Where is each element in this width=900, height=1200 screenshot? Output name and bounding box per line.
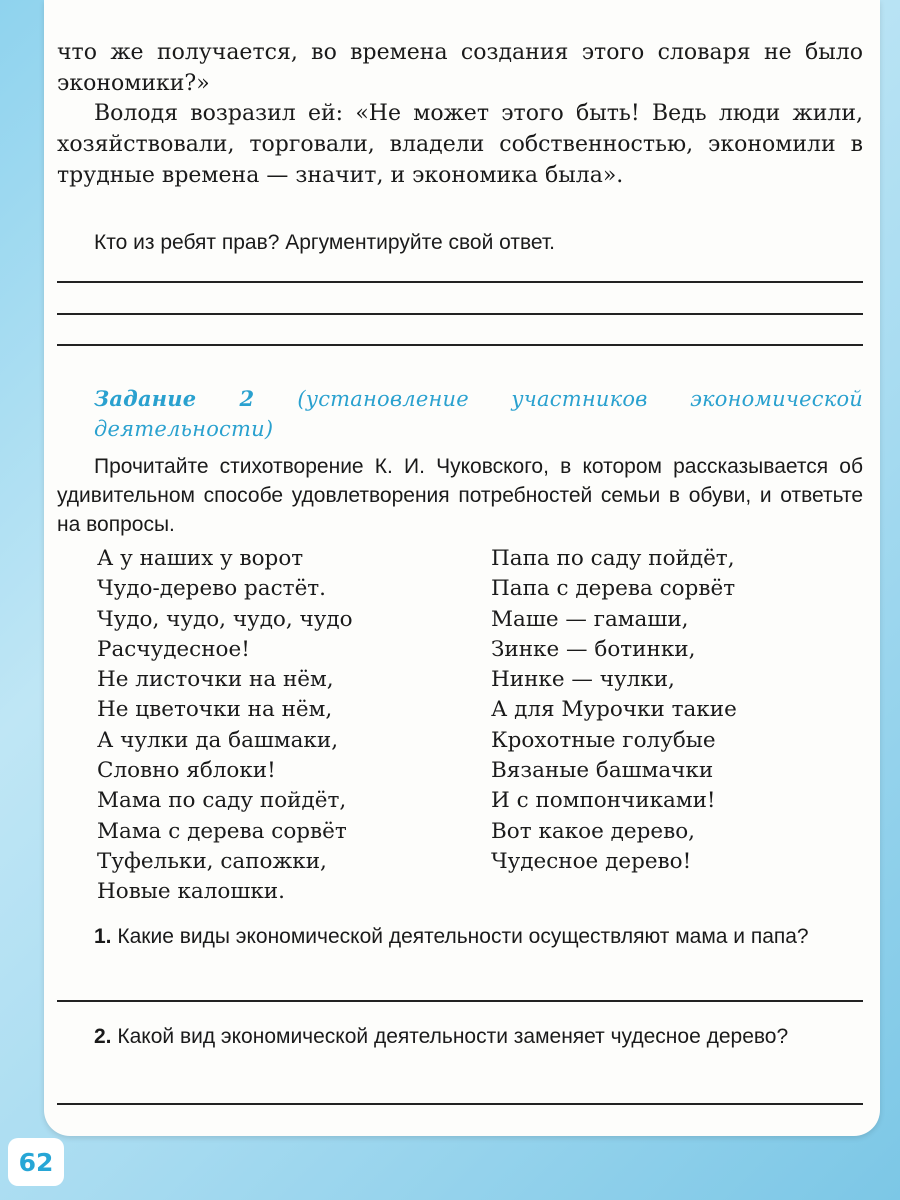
- poem-line: Мама с дерева сорвёт: [97, 818, 347, 844]
- answer-line[interactable]: [57, 344, 863, 346]
- page-number-badge: 62: [8, 1138, 64, 1186]
- question-1: [57, 922, 863, 951]
- poem-line: А для Мурочки такие: [491, 697, 737, 723]
- poem-right-column: [491, 544, 737, 877]
- poem-line: Словно яблоки!: [97, 758, 276, 784]
- poem-line: Расчудесное!: [97, 636, 250, 662]
- answer-line[interactable]: [57, 281, 863, 283]
- poem-line: А у наших у ворот: [97, 546, 304, 571]
- task2-heading: [94, 384, 863, 444]
- poem-line: Туфельки, сапожки,: [97, 848, 327, 874]
- poem-line: Чудо, чудо, чудо, чудо: [97, 606, 353, 632]
- task2-title: Задание 2: [94, 386, 255, 411]
- poem-line: Не цветочки на нём,: [97, 697, 333, 723]
- answer-line[interactable]: [57, 313, 863, 315]
- question-number: 1.: [94, 925, 112, 948]
- question-2: [57, 1022, 863, 1051]
- answer-line[interactable]: [57, 1103, 863, 1105]
- poem-line: Не листочки на нём,: [97, 667, 334, 693]
- poem-line: Чудесное дерево!: [491, 848, 692, 874]
- task2-intro: Прочитайте стихотворение К. И. Чуковского, в котором рассказывается об удивительном способе удовлетворения потребностей семьи в обуви, и ответьте на вопросы.: [57, 455, 863, 536]
- task2-subtitle: (установление участников экономической деятельности): [94, 387, 864, 441]
- poem-line: А чулки да башмаки,: [97, 727, 339, 753]
- poem-line: Зинке — ботинки,: [491, 636, 696, 662]
- volodya-paragraph: Володя возразил ей: «Не может этого быть! Ведь люди жили, хозяйствовали, торговали, владели собственностью, экономили в трудные времена — значит, и экономика была».: [57, 101, 863, 188]
- question-who-is-right: Кто из ребят прав? Аргументируйте свой ответ.: [94, 231, 556, 254]
- poem-line: Вязаные башмачки: [491, 758, 714, 784]
- poem-line: Мама по саду пойдёт,: [97, 788, 347, 814]
- poem-line: Папа с дерева сорвёт: [491, 576, 736, 602]
- poem-line: Маше — гамаши,: [491, 606, 689, 632]
- question-number: 2.: [94, 1025, 112, 1048]
- poem-line: Крохотные голубые: [491, 727, 716, 753]
- question-text: Какие виды экономической деятельности осуществляют мама и папа?: [117, 925, 809, 948]
- answer-line[interactable]: [57, 1000, 863, 1002]
- poem-line: Вот какое дерево,: [491, 818, 695, 844]
- poem-line: Новые калошки.: [97, 879, 285, 905]
- poem-line: Чудо-дерево растёт.: [97, 576, 327, 602]
- poem-line: Нинке — чулки,: [491, 667, 675, 693]
- text-continuation: что же получается, во времена создания этого словаря не было экономики?»: [57, 40, 863, 96]
- poem-line: И с помпончиками!: [491, 788, 716, 814]
- poem-left-column: [97, 544, 353, 908]
- question-text: Какой вид экономической деятельности заменяет чудесное дерево?: [117, 1025, 789, 1048]
- poem-line: Папа по саду пойдёт,: [491, 546, 735, 571]
